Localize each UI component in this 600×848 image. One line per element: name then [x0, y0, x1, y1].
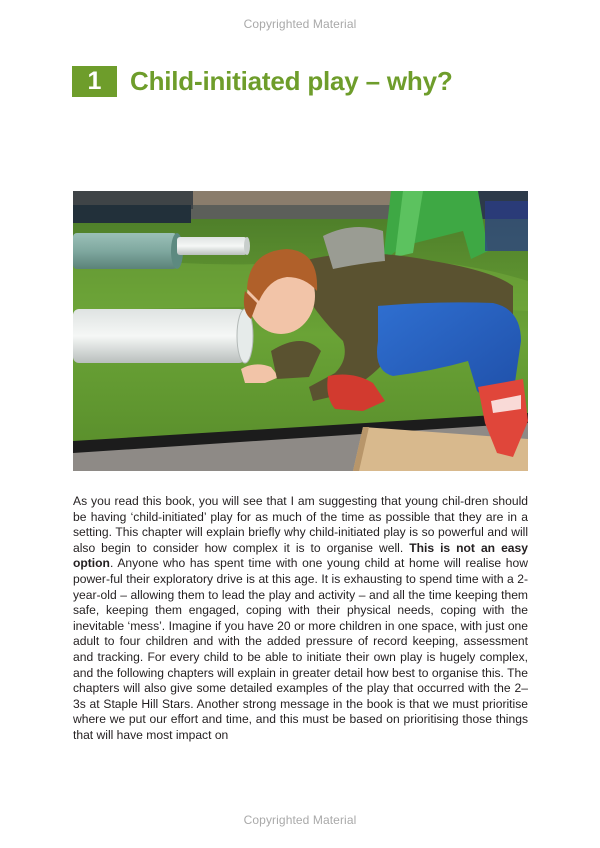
chapter-body-paragraph: [73, 494, 528, 744]
chapter-number-badge: 1: [72, 66, 117, 97]
body-emphasis: This is not an easy option: [73, 540, 528, 571]
chapter-heading: [72, 64, 453, 98]
chapter-photo-child-crawling-on-grass: [73, 191, 528, 471]
photo-illustration: [73, 191, 528, 471]
body-text-segment-2: . Anyone who has spent time with one young child at home will realise how power-ful their exploratory drive is at this age. It is exhausting to spend time with a 2-year-old – allowing them to lead the play and activity – and all the time keeping them safe, keeping them engaged, coping with their physical needs, coping with the inevitable ‘mess’. Imagine if you have 20 or more children in one space, with just one adult to four children and with the added pressure of record keeping, assessment and tracking. For every child to be able to initiate their own play is hugely complex, and the following chapters will explain in greater detail how best to organise this. The chapters will also give some detailed examples of the play that occurred with the 2–3s at Staple Hill Stars. Another strong message in the book is that we must prioritise where we put our effort and time, and this must be based on prioritising those things that will have most impact on: [73, 556, 528, 742]
body-text-segment-1: As you read this book, you will see that I am suggesting that young chil-dren should be having ‘child-initiated’ play for as much of the time as possible that they are in a setting. This chapter will explain briefly why child-initiated play is so powerful and will also begin to consider how complex it is to organise well.: [73, 494, 528, 555]
chapter-title: Child-initiated play – why?: [130, 65, 453, 96]
copyright-watermark-top: Copyrighted Material: [243, 17, 357, 31]
copyright-watermark-bottom: Copyrighted Material: [243, 813, 357, 827]
